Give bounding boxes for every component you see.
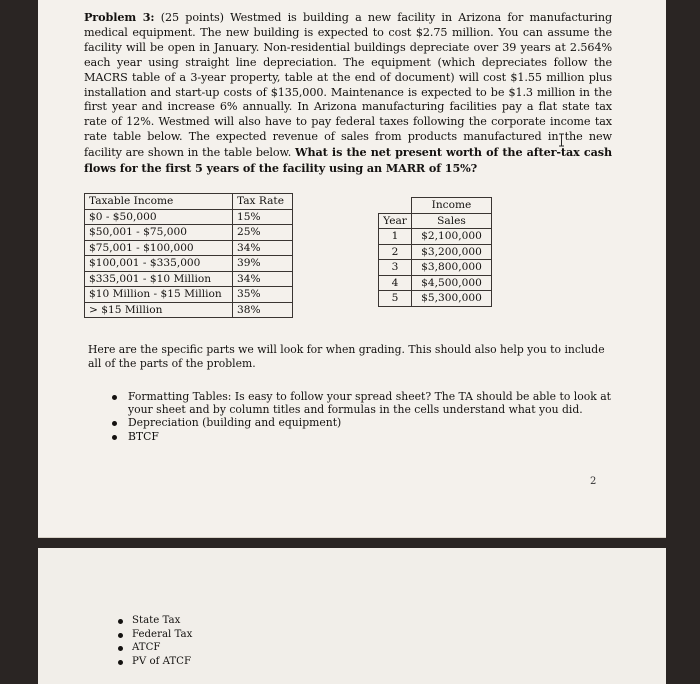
income-bracket: $75,001 - $100,000 (85, 240, 233, 256)
grading-list (112, 390, 612, 443)
table-row (85, 256, 293, 272)
table-row (379, 275, 492, 291)
header-tax-rate: Tax Rate (233, 194, 293, 210)
tax-rate: 38% (233, 302, 293, 318)
table-row (379, 260, 492, 276)
list-item: BTCF (112, 430, 612, 443)
income-bracket: $50,001 - $75,000 (85, 225, 233, 241)
list-item: State Tax (118, 614, 192, 628)
tax-rate: 39% (233, 256, 293, 272)
table-row (85, 302, 293, 318)
income-bracket: $335,001 - $10 Million (85, 271, 233, 287)
problem-text: Westmed is building a new facility in Arizona for manufacturing medical equipment. The new building is expected to cost $2.75 million. You can assume the facility will be open in January. Non-residential buildings depreciate over 39 years at 2.564% each year using straight line depreciation. The equipment (which depreciates follow the MACRS table of a 3-year property, table at the end of document) will cost $1.55 million plus installation and start-up costs of $135,000. Maintenance is expected to be $1.3 million in the first year and increase 6% annually. In Arizona manufacturing facilities pay a flat state tax rate of 12%. Westmed will also have to pay federal taxes following the corporate income tax rate table below. The expected revenue of sales from products manufactured in the new facility are shown in the table below. (84, 11, 613, 160)
problem-points: (25 points) (160, 11, 224, 24)
sales-cell: $4,500,000 (412, 275, 492, 291)
table-row (379, 229, 492, 245)
header-year: Year (379, 213, 412, 229)
table-row (379, 244, 492, 260)
year-cell: 1 (379, 229, 412, 245)
tax-rate: 35% (233, 287, 293, 303)
table-row (379, 291, 492, 307)
year-cell: 5 (379, 291, 412, 307)
sales-cell: $3,800,000 (412, 260, 492, 276)
year-cell: 2 (379, 244, 412, 260)
list-item: Depreciation (building and equipment) (112, 416, 612, 429)
document-page-1 (38, 0, 666, 538)
tax-rate: 15% (233, 209, 293, 225)
header-taxable-income: Taxable Income (85, 194, 233, 210)
tax-rate: 34% (233, 240, 293, 256)
document-page-2 (38, 548, 666, 684)
sales-cell: $5,300,000 (412, 291, 492, 307)
problem-label: Problem 3: (84, 10, 155, 24)
list-item: PV of ATCF (118, 655, 192, 669)
text-cursor-icon (558, 133, 565, 147)
problem-question: What is the net present worth of the after-tax cash flows for the first 5 years of the facility using an MARR of 15%? (84, 145, 612, 176)
income-bracket: $10 Million - $15 Million (85, 287, 233, 303)
table-row (85, 271, 293, 287)
grading-intro: Here are the specific parts we will look for when grading. This should also help you to include all of the parts of the problem. (88, 343, 605, 370)
table-row (85, 240, 293, 256)
year-cell: 3 (379, 260, 412, 276)
income-bracket: $100,001 - $335,000 (85, 256, 233, 272)
header-blank (379, 198, 412, 214)
page-number: 2 (590, 476, 597, 487)
list-item: ATCF (118, 641, 192, 655)
table-header-row (379, 198, 492, 214)
tax-rate: 34% (233, 271, 293, 287)
table-header-row (379, 213, 492, 229)
sales-cell: $3,200,000 (412, 244, 492, 260)
list-item: Formatting Tables: Is easy to follow your spread sheet? The TA should be able to look at your sheet and by column titles and formulas in the cells understand what you did. (112, 390, 612, 416)
income-bracket: > $15 Million (85, 302, 233, 318)
table-header-row (85, 194, 293, 210)
table-row (85, 225, 293, 241)
table-row (85, 287, 293, 303)
year-cell: 4 (379, 275, 412, 291)
tax-rate: 25% (233, 225, 293, 241)
sales-cell: $2,100,000 (412, 229, 492, 245)
header-sales: Sales (412, 213, 492, 229)
list-item: Federal Tax (118, 628, 192, 642)
grading-list-continued (118, 614, 192, 668)
table-row (85, 209, 293, 225)
income-bracket: $0 - $50,000 (85, 209, 233, 225)
tax-rate-table (84, 193, 293, 318)
problem-statement (84, 10, 612, 177)
income-sales-table (378, 197, 492, 307)
header-income: Income (412, 198, 492, 214)
